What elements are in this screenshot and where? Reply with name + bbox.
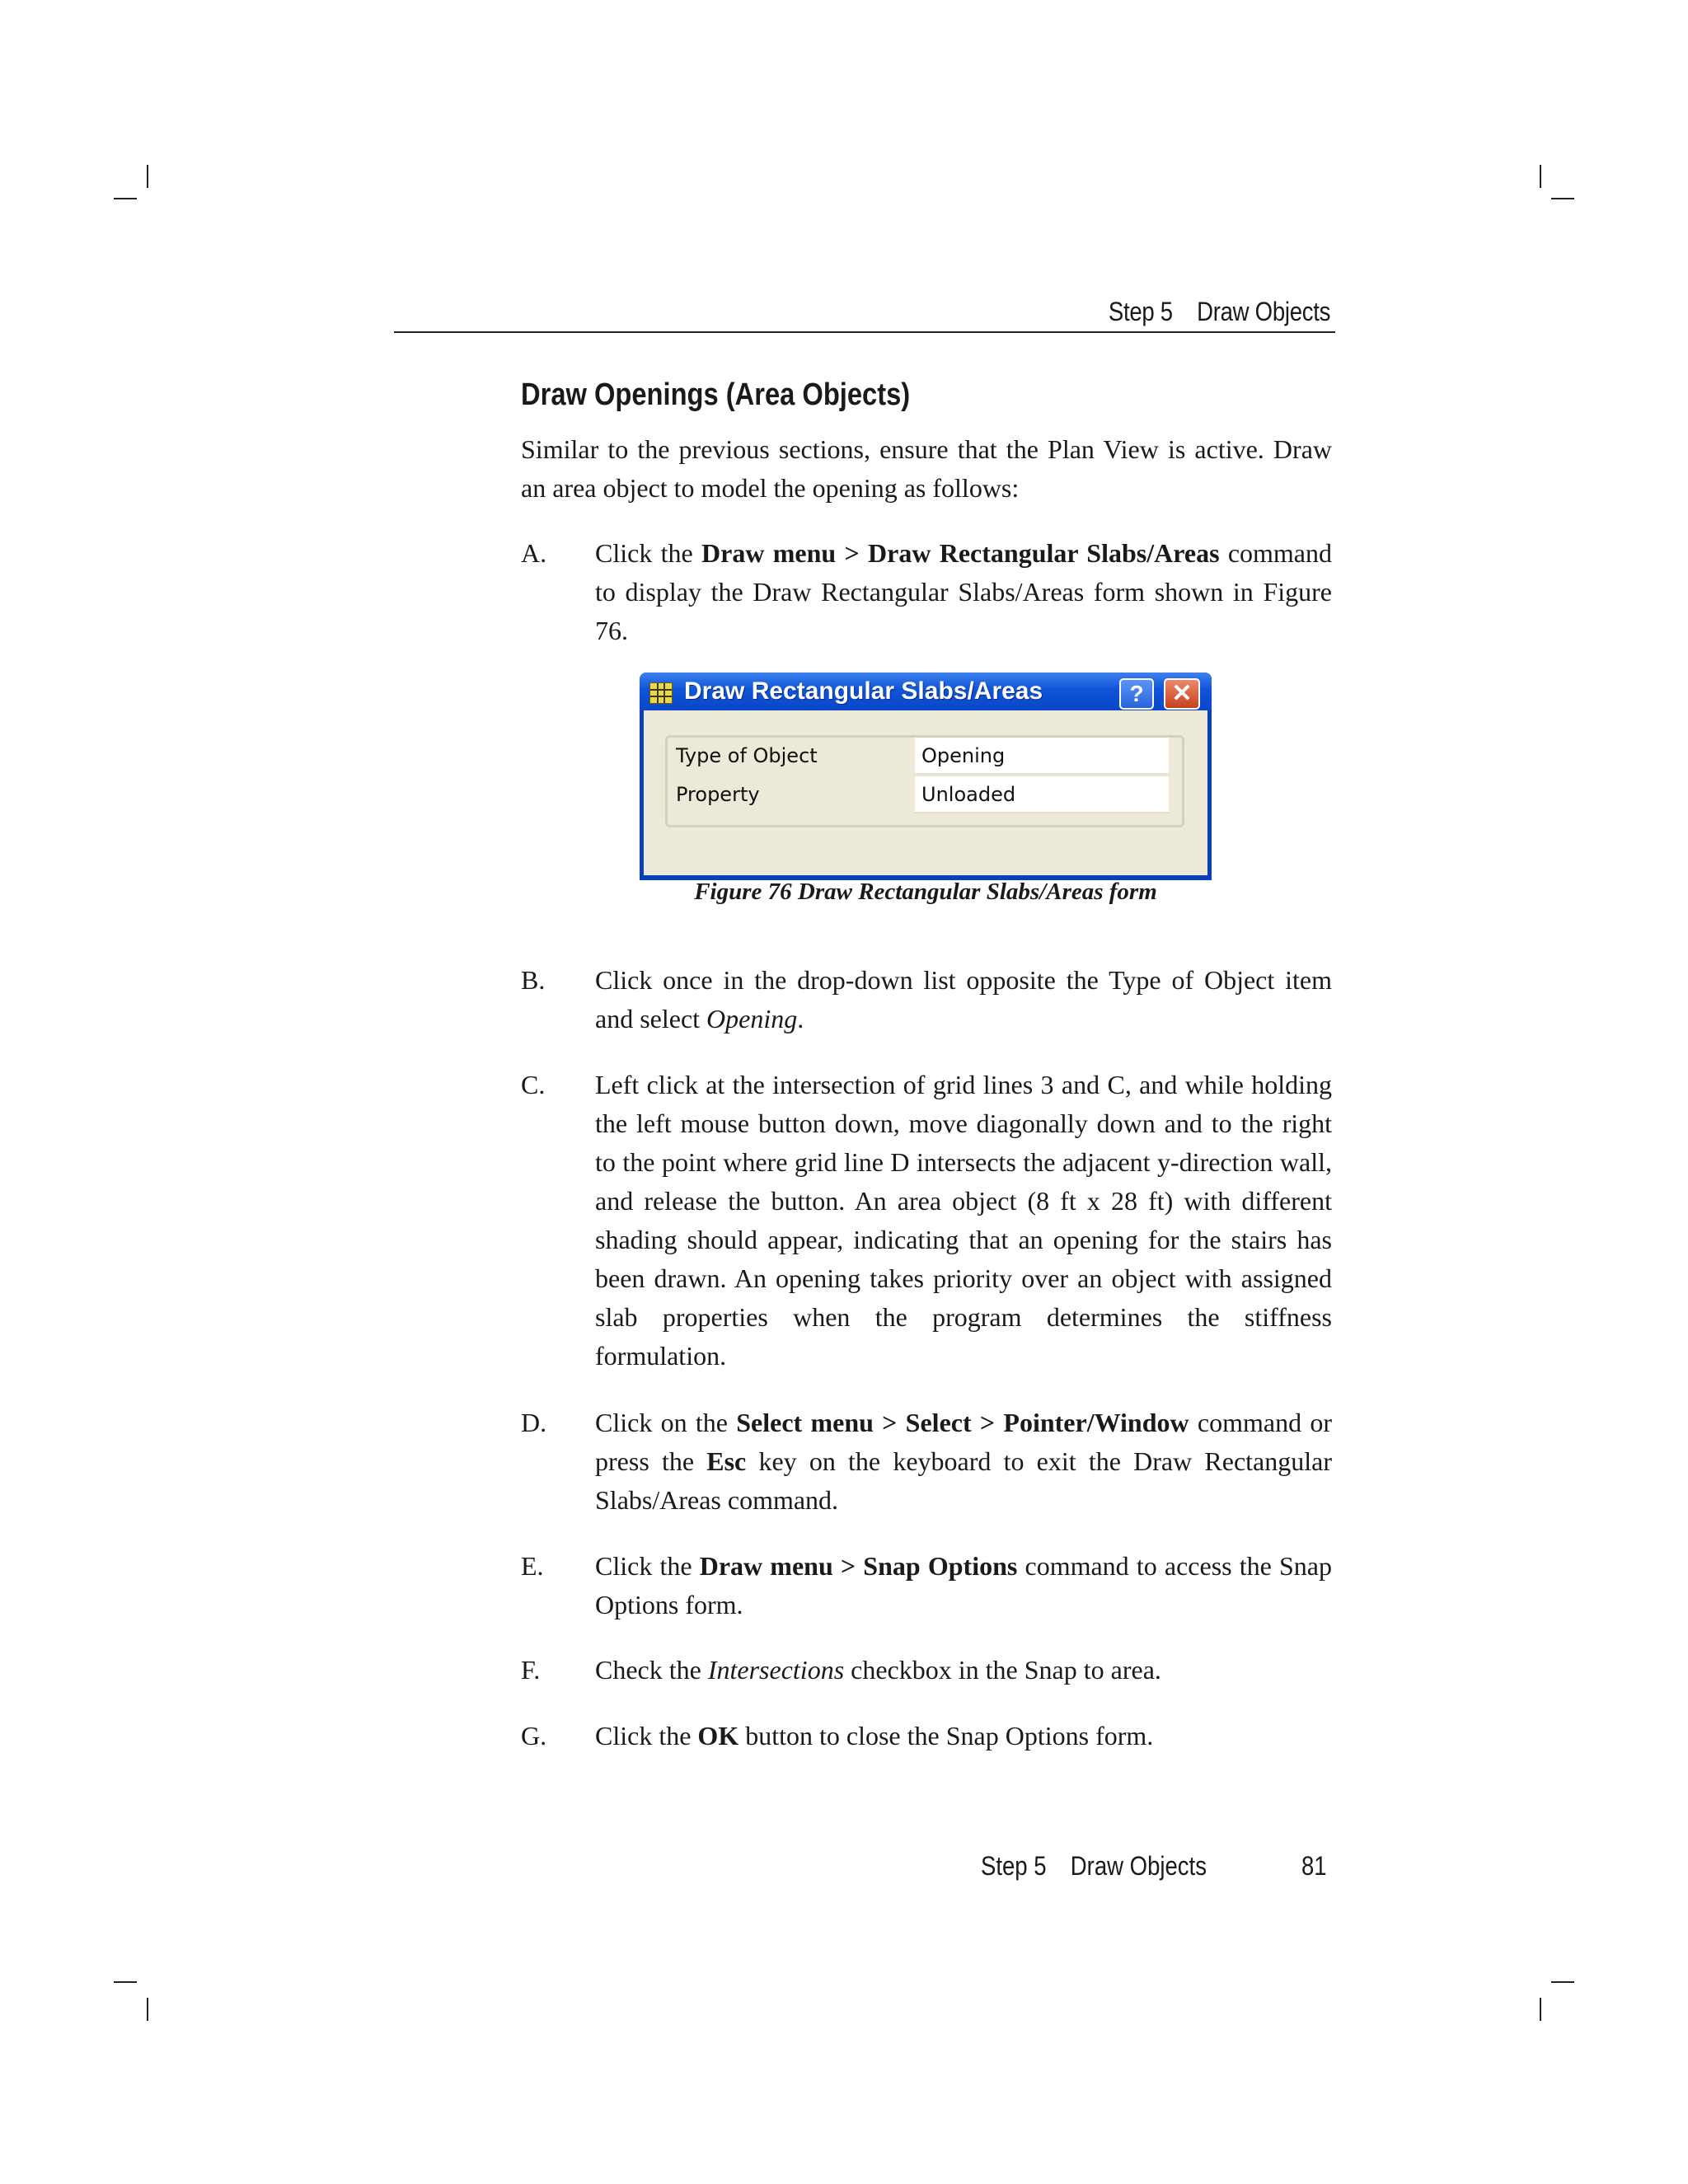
step-letter: B. (521, 965, 546, 995)
step-body (595, 1717, 1332, 1755)
text-run: Click the (595, 538, 702, 568)
step-letter: E. (521, 1551, 544, 1581)
crop-mark-top-left-h (114, 198, 137, 199)
step-letter: D. (521, 1408, 547, 1437)
step-letter: G. (521, 1721, 547, 1750)
page-number: 81 (1301, 1851, 1327, 1881)
text-run: checkbox in the Snap to area. (844, 1655, 1161, 1685)
header-step: Step 5 (1108, 297, 1173, 326)
footer-text (981, 1851, 1207, 1882)
step-body (595, 534, 1332, 650)
text-run: Click once in the drop-down list opposite the Type of Object item and select (595, 965, 1332, 1033)
dialog-titlebar[interactable] (640, 673, 1212, 710)
step-letter: A. (521, 538, 547, 568)
step-body (595, 1547, 1332, 1624)
type-of-object-dropdown[interactable]: Opening (915, 738, 1169, 775)
running-header-text (1109, 297, 1330, 327)
dialog-client-area (644, 710, 1207, 875)
step-body (595, 1066, 1332, 1376)
step-body (595, 961, 1332, 1038)
dialog-title: Draw Rectangular Slabs/Areas (684, 677, 1043, 705)
text-run: . (797, 1004, 804, 1033)
text-run: Check the (595, 1655, 708, 1685)
bold-run: Draw menu > Draw Rectangular Slabs/Areas (701, 538, 1220, 568)
text-run: Left click at the intersection of grid lines 3 and C, and while holding the left mouse button down, move diagonally down and to the right to the point where grid line D intersects the adjacent y-direction wall, and release the button. An area object (8 ft x 28 ft) with different shading should appear, indicating that an opening for the stairs has been drawn. An opening takes priority over an object with assigned slab properties when the program determines the stiffness formulation. (595, 1070, 1332, 1371)
bold-run: Esc (706, 1446, 747, 1476)
step-body (595, 1651, 1332, 1690)
crop-mark-top-right-h (1551, 198, 1574, 199)
row-label: Type of Object (676, 744, 818, 767)
text-run: Click the (595, 1551, 700, 1581)
close-button[interactable]: ✕ (1164, 678, 1200, 710)
row-label: Property (676, 783, 760, 806)
bold-run: Draw menu > Snap Options (699, 1551, 1018, 1581)
intro-paragraph: Similar to the previous sections, ensure that the Plan View is active. Draw an area object to model the opening as follows: (521, 434, 1332, 503)
text-run: button to close the Snap Options form. (738, 1721, 1154, 1750)
step-letter: C. (521, 1070, 546, 1099)
running-footer (981, 1851, 1327, 1886)
bold-run: Select menu > Select > Pointer/Window (736, 1408, 1189, 1437)
text-run: Click on the (595, 1408, 737, 1437)
footer-step: Step 5 (981, 1851, 1047, 1881)
footer-section: Draw Objects (1070, 1851, 1207, 1881)
crop-mark-top-right-v (1540, 165, 1541, 188)
text-run: Click the (595, 1721, 698, 1750)
step-body (595, 1404, 1332, 1520)
header-section: Draw Objects (1196, 297, 1330, 326)
text-run: command to access the Snap Options form. (595, 1551, 1333, 1619)
help-button[interactable]: ? (1119, 678, 1154, 710)
bold-run: OK (697, 1721, 739, 1750)
property-grid (665, 735, 1184, 827)
crop-mark-bottom-left-h (114, 1981, 137, 1983)
italic-run: Intersections (707, 1655, 845, 1685)
draw-rectangular-slabs-dialog (640, 673, 1212, 880)
crop-mark-bottom-left-v (147, 1998, 148, 2021)
property-row-type-of-object (668, 738, 1182, 776)
property-dropdown[interactable]: Unloaded (915, 776, 1169, 813)
property-row-property (668, 776, 1182, 815)
crop-mark-bottom-right-v (1540, 1998, 1541, 2021)
text-run: command or press the (595, 1408, 1333, 1476)
italic-run: Opening (706, 1004, 798, 1033)
crop-mark-top-left-v (147, 165, 148, 188)
text-run: command to display the Draw Rectangular Slabs/Areas form shown in Figure 76. (595, 538, 1333, 645)
figure-caption: Figure 76 Draw Rectangular Slabs/Areas form (694, 879, 1157, 905)
step-letter: F. (521, 1655, 541, 1685)
section-heading: Draw Openings (Area Objects) (521, 377, 911, 412)
running-header (394, 297, 1335, 333)
text-run: key on the keyboard to exit the Draw Rectangular Slabs/Areas command. (595, 1446, 1333, 1515)
crop-mark-bottom-right-h (1551, 1981, 1574, 1983)
app-grid-icon (649, 682, 673, 704)
